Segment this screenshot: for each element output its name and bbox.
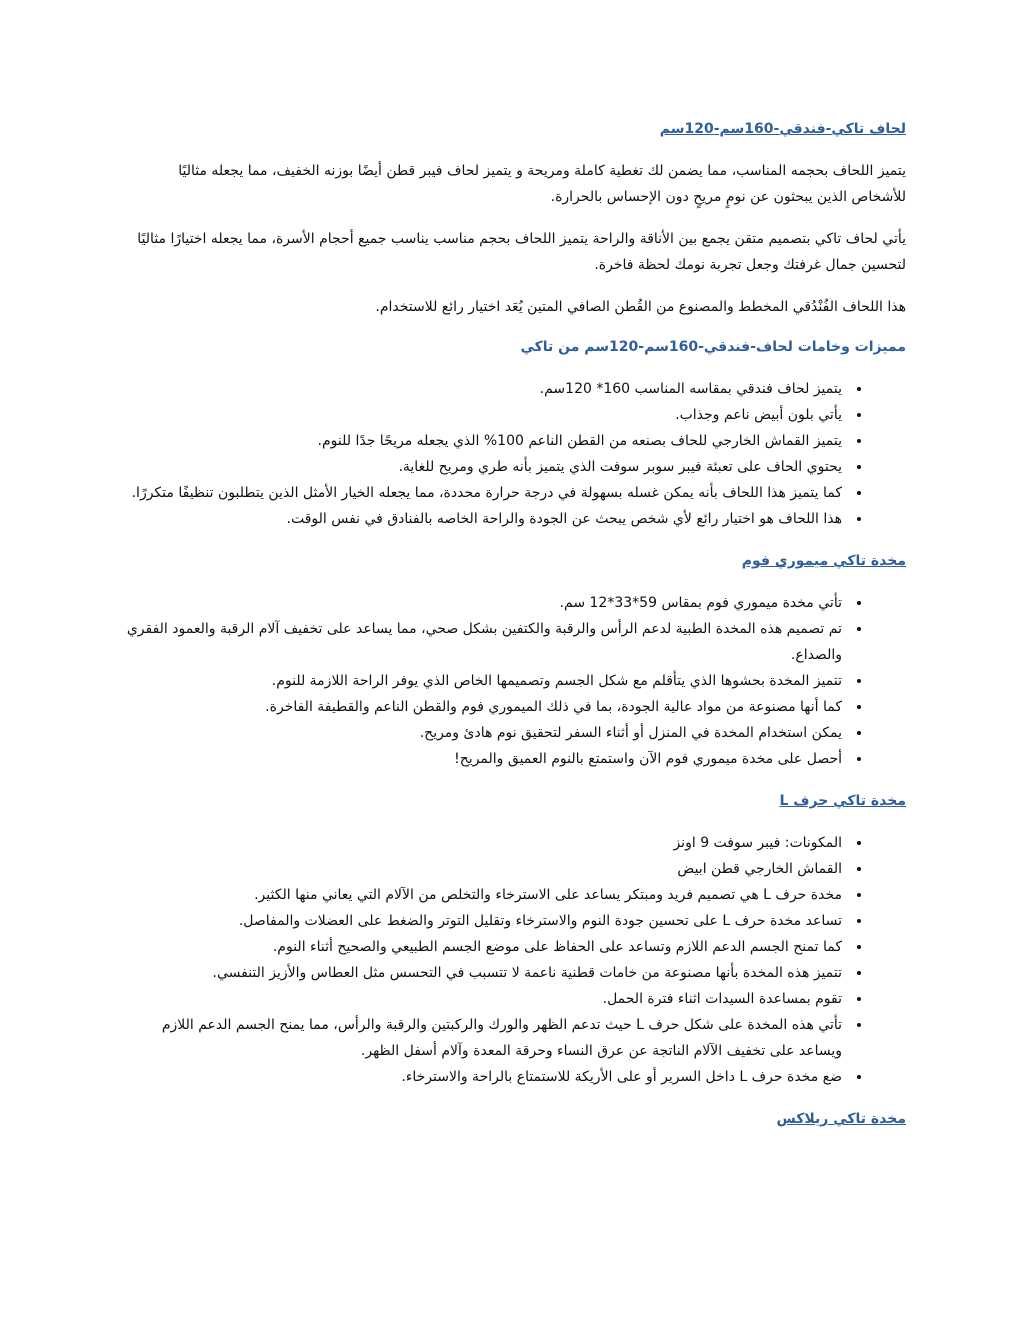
document-page [120, 118, 906, 1148]
list-item: • تأتي مخدة ميموري فوم بمقاس 59*33*12 سم. [120, 590, 846, 616]
list-item: • يتميز لحاف فندقي بمقاسه المناسب 160* 120سم. [120, 376, 846, 402]
memory-foam-heading: مخدة تاكي ميموري فوم [741, 553, 906, 569]
list-item: • يمكن استخدام المخدة في المنزل أو أثناء السفر لتحقيق نوم هادئ ومريح. [120, 720, 846, 746]
l-pillow-heading: مخدة تاكي حرف L [779, 793, 906, 809]
list-item: • كما يتميز هذا اللحاف بأنه يمكن غسله بسهولة في درجة حرارة محددة، مما يجعله الخيار الأمثل الذين يتطلبون تنظيفًا متكررًا. [120, 480, 846, 506]
list-item: • أحصل على مخدة ميموري فوم الآن واستمتع بالنوم العميق والمريح! [120, 746, 846, 772]
intro-paragraph-2: يأتي لحاف تاكي بتصميم متقن يجمع بين الأناقة والراحة يتميز اللحاف بحجم مناسب يناسب جميع أحجام الأسرة، مما يجعله اختيارًا مثاليًا لتحسين جمال غرفتك وجعل تجربة نومك لحظة فاخرة. [137, 231, 906, 273]
list-item: • هذا اللحاف هو اختيار رائع لأي شخص يبحث عن الجودة والراحة الخاصه بالفنادق في نفس الوقت. [120, 506, 846, 532]
features-list [120, 376, 906, 532]
list-item: • تتميز المخدة بحشوها الذي يتأقلم مع شكل الجسم وتصميمها الخاص الذي يوفر الراحة اللازمة للنوم. [120, 668, 846, 694]
list-item: • كما تمنح الجسم الدعم اللازم وتساعد على الحفاظ على موضع الجسم الطبيعي والصحيح أثناء النوم. [120, 934, 846, 960]
features-heading: مميزات وخامات لحاف-فندقي-160سم-120سم من تاكي [520, 339, 906, 355]
list-item: • تم تصميم هذه المخدة الطبية لدعم الرأس والرقبة والكتفين بشكل صحي، مما يساعد على تخفيف آلام الرقبة والعمود الفقري والصداع. [120, 616, 846, 668]
list-item: • ضع مخدة حرف L داخل السرير أو على الأريكة للاستمتاع بالراحة والاسترخاء. [120, 1064, 846, 1090]
list-item: • المكونات: فيبر سوفت 9 اونز [120, 830, 846, 856]
list-item: • كما أنها مصنوعة من مواد عالية الجودة، بما في ذلك الميموري فوم والقطن الناعم والقطيفة الفاخرة. [120, 694, 846, 720]
relax-heading: مخدة تاكي ريلاكس [776, 1111, 906, 1127]
l-pillow-list [120, 830, 906, 1090]
list-item: • تساعد مخدة حرف L على تحسين جودة النوم والاسترخاء وتقليل التوتر والضغط على العضلات والمفاصل. [120, 908, 846, 934]
list-item: • تقوم بمساعدة السيدات اثناء فترة الحمل. [120, 986, 846, 1012]
list-item: • القماش الخارجي قطن ابيض [120, 856, 846, 882]
intro-paragraph-3: هذا اللحاف الفُنْدُقي المخطط والمصنوع من القُطن الصافي المتين يُعَد اختيار رائع للاستخدام. [375, 299, 906, 315]
list-item: • يتميز القماش الخارجي للحاف بصنعه من القطن الناعم 100% الذي يجعله مريحًا جدًا للنوم. [120, 428, 846, 454]
list-item: • يحتوي الحاف على تعبئة فيبر سوبر سوفت الذي يتميز بأنه طري ومريح للغاية. [120, 454, 846, 480]
memory-foam-list [120, 590, 906, 772]
list-item: • تأتي هذه المخدة على شكل حرف L حيث تدعم الظهر والورك والركبتين والرقبة والرأس، مما يمنح الجسم الدعم اللازم ويساعد على تخفيف الآلام الناتجة عن عرق النساء وحرقة المعدة وآلام أسفل الظهر. [120, 1012, 846, 1064]
list-item: • يأتي بلون أبيض ناعم وجذاب. [120, 402, 846, 428]
list-item: • تتميز هذه المخدة بأنها مصنوعة من خامات قطنية ناعمة لا تتسبب في التحسس مثل العطاس والأزيز التنفسي. [120, 960, 846, 986]
list-item: • مخدة حرف L هي تصميم فريد ومبتكر يساعد على الاسترخاء والتخلص من الآلام التي يعاني منها الكثير. [120, 882, 846, 908]
page-title: لحاف تاكي-فندقي-160سم-120سم [659, 121, 906, 137]
intro-paragraph-1: يتميز اللحاف بحجمه المناسب، مما يضمن لك تغطية كاملة ومريحة و يتميز لحاف فيبر قطن أيضًا بوزنه الخفيف، مما يجعله مثاليًا للأشخاص الذين يبحثون عن نومٍ مريحٍ دون الإحساس بالحرارة. [178, 163, 906, 205]
